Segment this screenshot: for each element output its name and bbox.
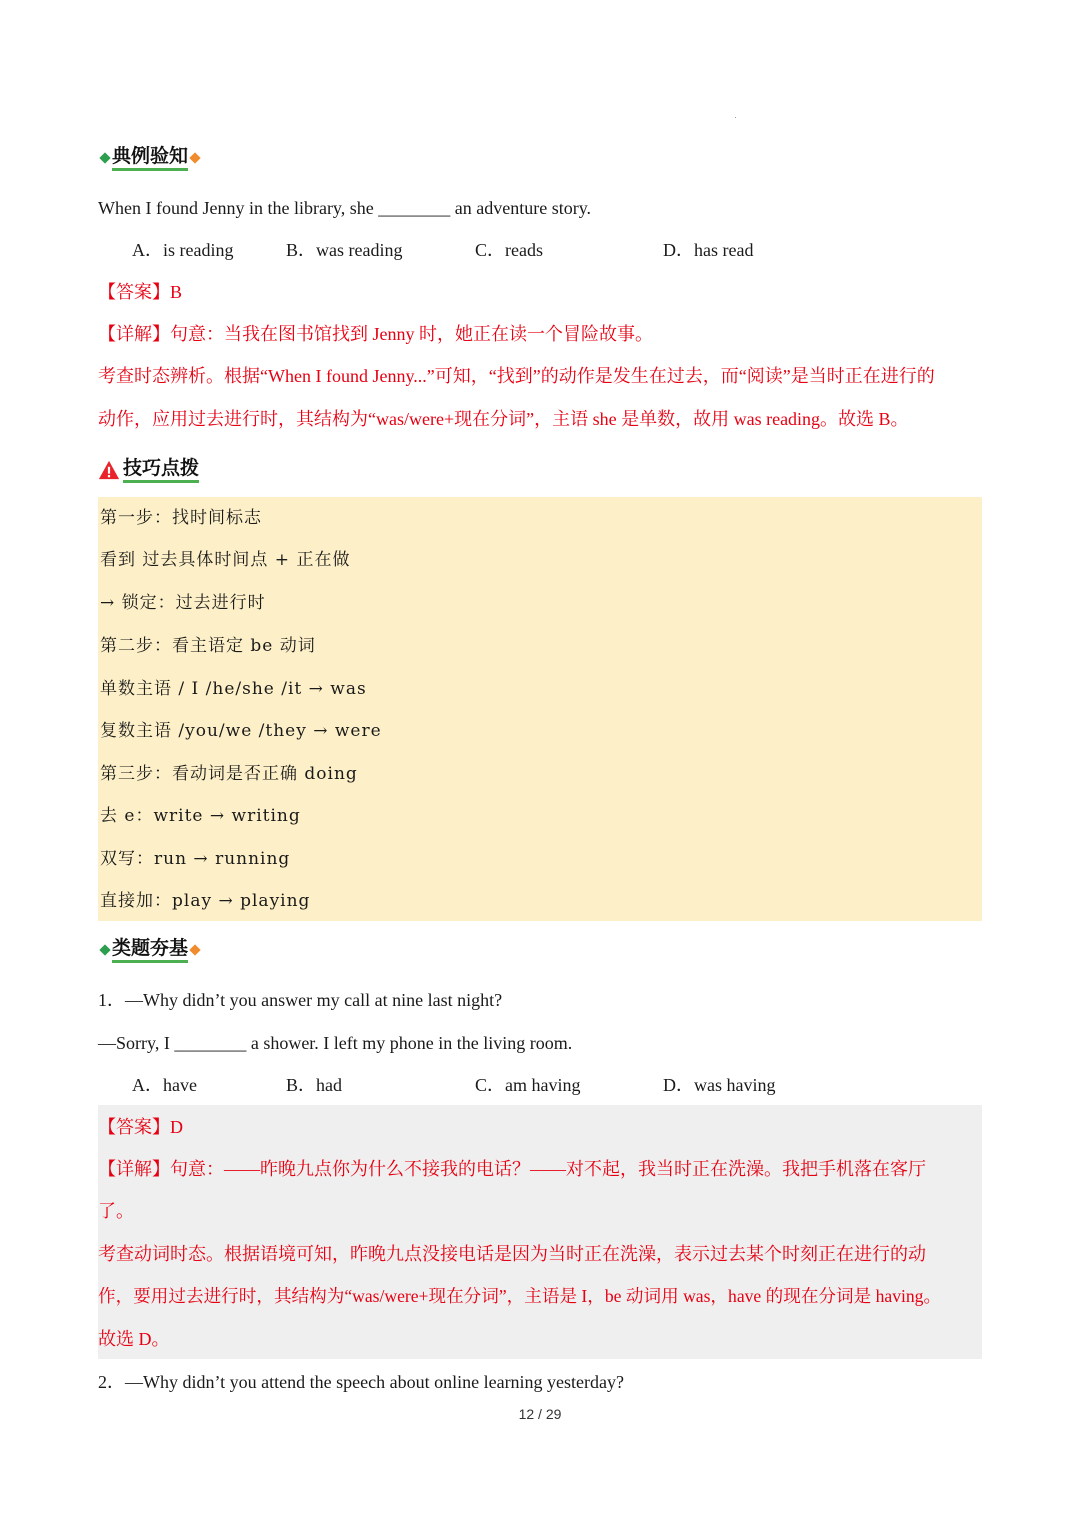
section-title-text: 典例验知 (112, 145, 188, 171)
tip-line: 第二步：看主语定 be 动词 (100, 636, 316, 656)
practice-q1-option-c: C．am having (475, 1075, 581, 1095)
section-title-text: 技巧点拨 (123, 457, 199, 483)
green-diamond-icon (99, 152, 110, 163)
example-option-a: A．is reading (132, 240, 234, 260)
example-option-b: B．was reading (286, 240, 403, 260)
practice-q1-line1: 1．—Why didn’t you answer my call at nine last night? (98, 990, 503, 1010)
orange-diamond-icon (189, 944, 200, 955)
practice-q2-line1: 2．—Why didn’t you attend the speech about online learning yesterday? (98, 1372, 625, 1392)
example-option-c: C．reads (475, 240, 543, 260)
practice-q1-detail-5: 故选 D。 (98, 1329, 170, 1349)
page-number: 12 / 29 (518, 1406, 562, 1422)
green-diamond-icon (99, 944, 110, 955)
tip-line: 去 e：write → writing (100, 806, 301, 826)
answer-box (98, 1105, 982, 1359)
tip-line: 直接加：play → playing (100, 891, 311, 911)
example-question: When I found Jenny in the library, she ________ an adventure story. (98, 198, 592, 218)
practice-q1-detail-3: 考查动词时态。根据语境可知，昨晚九点没接电话是因为当时正在洗澡，表示过去某个时刻正在进行的动 (98, 1244, 926, 1264)
practice-q1-answer: 【答案】D (98, 1117, 183, 1137)
tip-line: 双写：run → running (100, 849, 291, 869)
section-title-tips (98, 455, 199, 485)
example-answer: 【答案】B (98, 282, 183, 302)
example-detail-1: 【详解】句意：当我在图书馆找到 Jenny 时，她正在读一个冒险故事。 (98, 324, 653, 344)
tip-line: 看到 过去具体时间点 + 正在做 (100, 550, 351, 570)
example-detail-2: 考查时态辨析。根据“When I found Jenny...”可知，“找到”的动作是发生在过去，而“阅读”是当时正在进行的 (98, 366, 935, 386)
section-title-text: 类题夯基 (112, 937, 188, 963)
example-detail-3: 动作，应用过去进行时，其结构为“was/were+现在分词”，主语 she 是单数，故用 was reading。故选 B。 (98, 409, 909, 429)
practice-q1-detail-2: 了。 (98, 1201, 134, 1221)
example-option-d: D．has read (663, 240, 754, 260)
tip-line: 第三步：看动词是否正确 doing (100, 764, 358, 784)
practice-q1-detail-1: 【详解】句意：——昨晚九点你为什么不接我的电话？——对不起，我当时正在洗澡。我把手机落在客厅 (98, 1159, 926, 1179)
section-title-example (98, 143, 202, 173)
practice-q1-option-b: B．had (286, 1075, 342, 1095)
orange-diamond-icon (189, 152, 200, 163)
practice-q1-detail-4: 作，要用过去进行时，其结构为“was/were+现在分词”，主语是 I，be 动词用 was，have 的现在分词是 having。 (98, 1286, 942, 1306)
tip-line: 单数主语 / I /he/she /it → was (100, 679, 367, 699)
practice-q1-option-d: D．was having (663, 1075, 776, 1095)
practice-q1-line2: —Sorry, I ________ a shower. I left my phone in the living room. (98, 1033, 573, 1053)
stray-mark (735, 117, 736, 118)
section-title-practice (98, 935, 202, 965)
tip-line: 第一步：找时间标志 (100, 508, 262, 528)
practice-q1-option-a: A．have (132, 1075, 197, 1095)
warning-icon (98, 459, 120, 481)
tip-line: → 锁定：过去进行时 (100, 593, 266, 613)
tip-line: 复数主语 /you/we /they → were (100, 721, 382, 741)
